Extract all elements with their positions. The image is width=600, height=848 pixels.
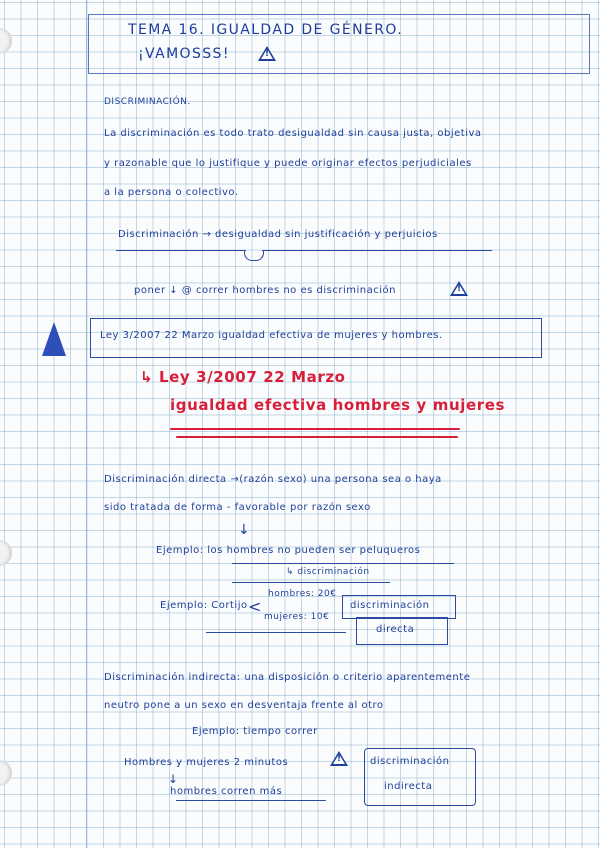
example-underline [232, 563, 454, 564]
example2-men: hombres: 20€ [268, 589, 337, 599]
direct-line: sido tratada de forma - favorable por razón sexo [104, 502, 371, 513]
definition-line: La discriminación es todo trato desigualdad sin causa justa, objetiva [104, 128, 482, 139]
indirect-box-top: discriminación [370, 756, 450, 767]
binder-hole [0, 760, 12, 786]
brace-right [262, 250, 492, 251]
warning-mark: ! [457, 284, 462, 294]
definition-line: a la persona o colectivo. [104, 187, 239, 198]
brace-icon: < [248, 597, 262, 616]
direct-line: Discriminación directa →(razón sexo) una persona sea o haya [104, 474, 442, 485]
section-heading: DISCRIMINACIÓN. [104, 97, 191, 107]
summary-line: Discriminación → desigualdad sin justificación y perjuicios [118, 229, 438, 240]
page-subtitle: ¡VAMOSSS! [138, 46, 230, 62]
law-text: Ley 3/2007 22 Marzo igualdad efectiva de mujeres y hombres. [100, 330, 443, 341]
margin-line [86, 0, 87, 848]
example-underline [206, 632, 346, 633]
indirect-line: neutro pone a un sexo en desventaja frente al otro [104, 700, 384, 711]
example2-women: mujeres: 10€ [264, 612, 330, 622]
direct-box-bottom: directa [376, 624, 415, 635]
page-title: TEMA 16. IGUALDAD DE GÉNERO. [128, 22, 404, 38]
definition-line: y razonable que lo justifique y puede originar efectos perjudiciales [104, 158, 472, 169]
binder-hole [0, 540, 12, 566]
indirect-box-bottom: indirecta [384, 781, 433, 792]
indirect-line: Discriminación indirecta: una disposición o criterio aparentemente [104, 672, 471, 683]
red-underline [176, 436, 458, 438]
brace-tip [244, 250, 264, 261]
red-underline [170, 428, 460, 430]
direct-box-top: discriminación [350, 600, 430, 611]
warning-mark: ! [337, 754, 342, 764]
red-law-title: ↳ Ley 3/2007 22 Marzo [140, 368, 346, 386]
arrow-down-icon: ↓ [168, 772, 179, 786]
warning-mark: ! [265, 49, 270, 59]
indirect-example-detail: Hombres y mujeres 2 minutos [124, 757, 289, 768]
indirect-example-detail2: hombres corren más [170, 786, 283, 797]
indirect-example: Ejemplo: tiempo correr [192, 726, 318, 737]
direct-example2-label: Ejemplo: Cortijo [160, 600, 248, 611]
example-underline [232, 582, 390, 583]
ink-blot-icon [42, 322, 66, 356]
arrow-down-icon: ↓ [238, 522, 251, 538]
direct-example-result: ↳ discriminación [286, 567, 370, 577]
brace-left [116, 250, 246, 251]
direct-example: Ejemplo: los hombres no pueden ser peluqueros [156, 545, 421, 556]
note-line: poner ↓ @ correr hombres no es discriminación [134, 285, 396, 296]
example-underline [176, 800, 326, 801]
binder-hole [0, 28, 12, 54]
red-law-subtitle: igualdad efectiva hombres y mujeres [170, 396, 506, 414]
